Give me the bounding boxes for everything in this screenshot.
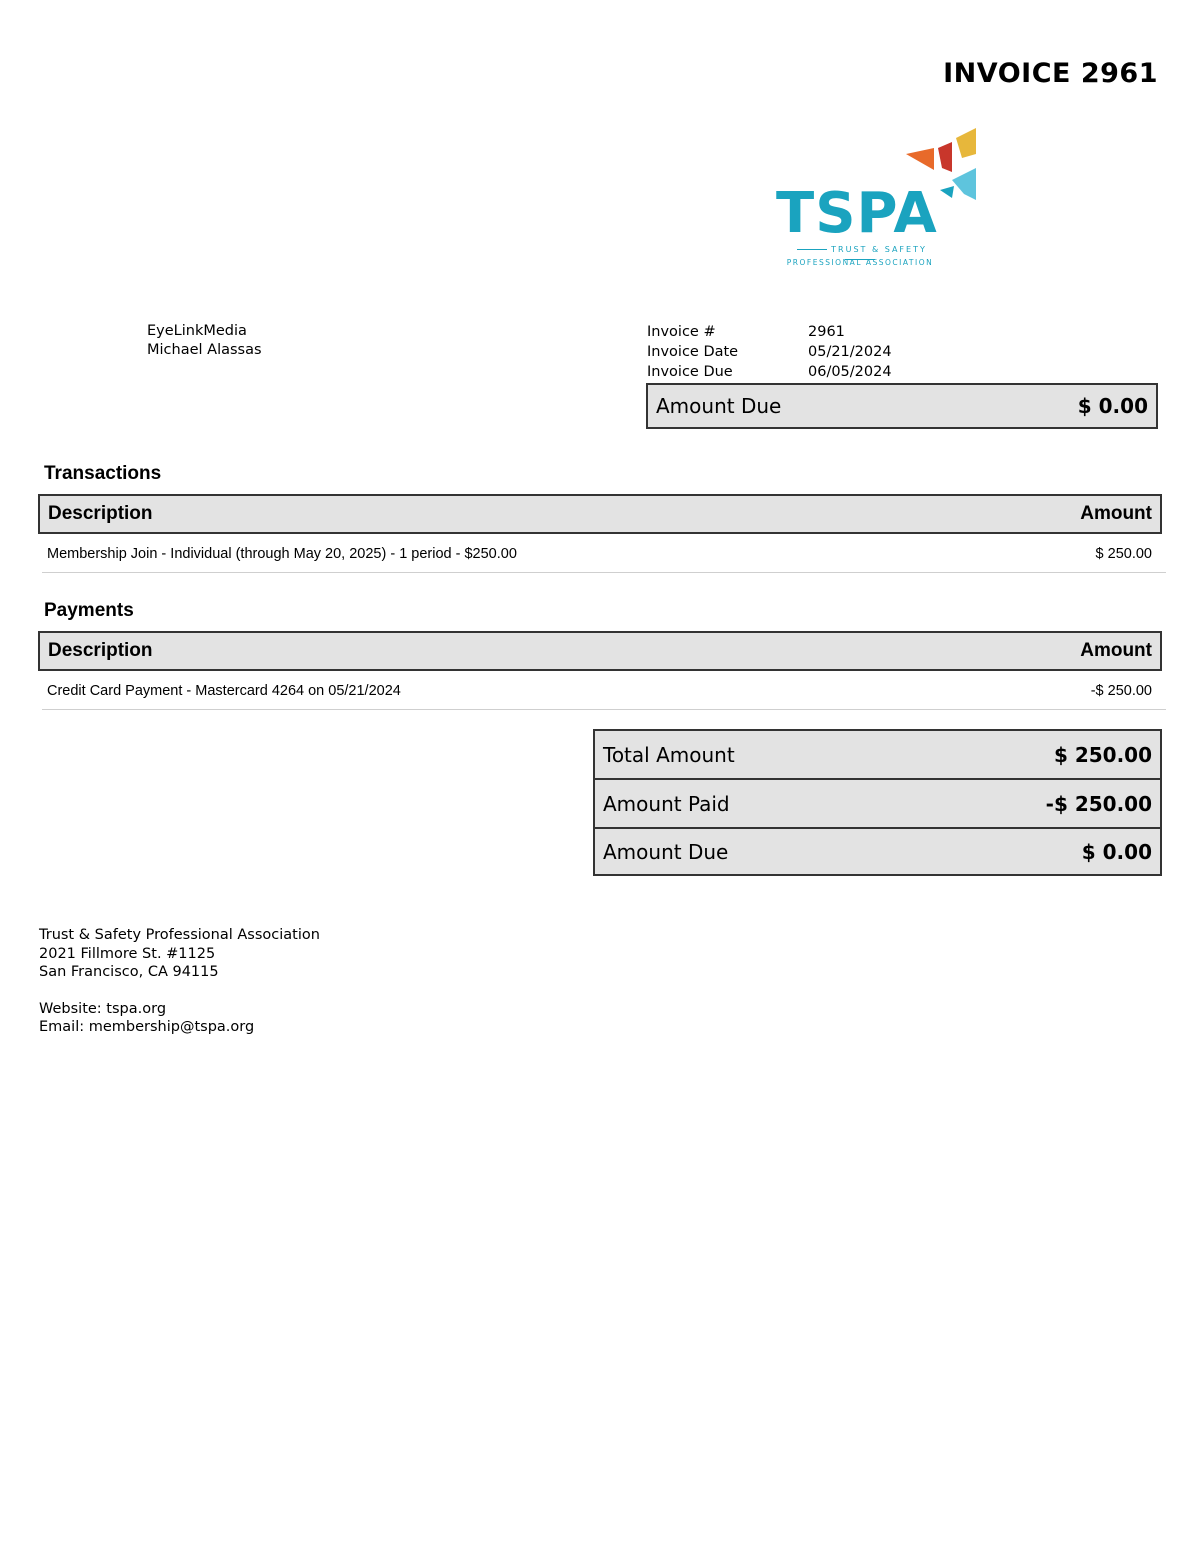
- table-row: [42, 672, 1166, 710]
- totals-amount-due-row: [593, 827, 1162, 876]
- invoice-due-value: 06/05/2024: [808, 364, 892, 380]
- transactions-col-amount: Amount: [1080, 503, 1152, 524]
- amount-due-label: Amount Due: [656, 394, 782, 418]
- footer: [39, 926, 320, 1037]
- amount-due-value: $ 0.00: [1077, 394, 1148, 418]
- total-amount-row: [593, 729, 1162, 778]
- transactions-header: [38, 494, 1162, 534]
- amount-paid-value: -$ 250.00: [1045, 791, 1152, 816]
- invoice-title: INVOICE 2961: [943, 58, 1158, 89]
- invoice-number-label: Invoice #: [647, 324, 716, 340]
- totals-amount-due-label: Amount Due: [603, 839, 729, 864]
- payments-col-description: Description: [48, 640, 153, 661]
- logo-tagline-1: TRUST & SAFETY: [778, 245, 942, 265]
- payment-description: Credit Card Payment - Mastercard 4264 on 05/21/2024: [47, 682, 401, 699]
- totals-amount-due-value: $ 0.00: [1081, 839, 1152, 864]
- totals-box: [593, 729, 1162, 876]
- footer-address-1: 2021 Fillmore St. #1125: [39, 945, 216, 962]
- tspa-logo: [776, 124, 980, 270]
- bill-to: [147, 322, 262, 360]
- transaction-amount: $ 250.00: [1095, 545, 1152, 562]
- payments-header: [38, 631, 1162, 671]
- transaction-description: Membership Join - Individual (through May 20, 2025) - 1 period - $250.00: [47, 545, 517, 562]
- total-amount-label: Total Amount: [603, 742, 735, 767]
- total-amount-value: $ 250.00: [1053, 742, 1152, 767]
- logo-tagline-2: PROFESSIONAL ASSOCIATION: [786, 258, 934, 267]
- logo-wordmark: TSPA: [776, 181, 938, 246]
- amount-paid-row: [593, 778, 1162, 827]
- table-row: [42, 535, 1166, 573]
- invoice-date-value: 05/21/2024: [808, 344, 892, 360]
- amount-paid-label: Amount Paid: [603, 791, 730, 816]
- payment-amount: -$ 250.00: [1090, 682, 1152, 699]
- transactions-title: Transactions: [44, 463, 162, 484]
- footer-email[interactable]: Email: membership@tspa.org: [39, 1019, 255, 1035]
- invoice-date-label: Invoice Date: [647, 344, 739, 360]
- footer-address-2: San Francisco, CA 94115: [39, 964, 219, 980]
- bill-to-name: Michael Alassas: [147, 342, 262, 358]
- footer-org: Trust & Safety Professional Association: [39, 927, 320, 943]
- footer-website[interactable]: Website: tspa.org: [39, 1000, 167, 1017]
- payments-title: Payments: [44, 600, 134, 621]
- amount-due-box: [646, 383, 1158, 429]
- transactions-col-description: Description: [48, 503, 153, 524]
- invoice-number-value: 2961: [808, 324, 845, 340]
- invoice-due-label: Invoice Due: [647, 364, 733, 380]
- bill-to-company: EyeLinkMedia: [147, 323, 247, 339]
- invoice-meta: [647, 322, 892, 382]
- payments-col-amount: Amount: [1080, 640, 1152, 661]
